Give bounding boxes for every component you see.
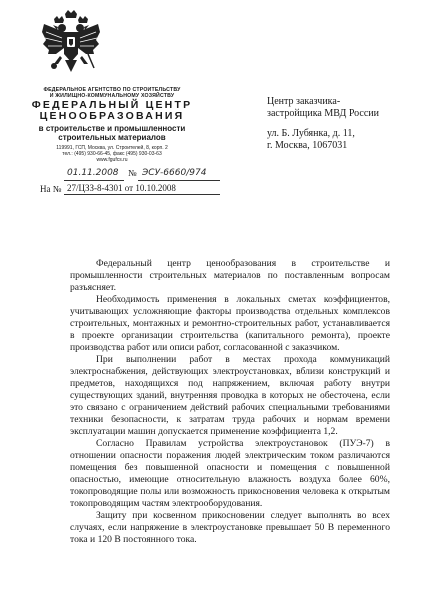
date-underline [64, 180, 124, 181]
center-name-line: ЦЕНООБРАЗОВАНИЯ [39, 110, 185, 122]
body-paragraph: Защиту при косвенном прикосновении следует выполнять во всех случаях, если напряжение в электроустановке превышает 50 В переменного тока и 120 В постоянного тока. [70, 510, 390, 545]
recipient-name [267, 96, 417, 120]
recipient-line: Центр заказчика- [267, 96, 341, 107]
center-address [12, 145, 212, 163]
reference-number: 27/ЦЗЗ-8-4301 от 10.10.2008 [67, 183, 176, 193]
reference-underline [64, 194, 220, 195]
body-paragraph: Необходимость применения в локальных сметах коэффициентов, учитывающих усложняющие факторы производства отдельных комплексов строительных, монтажных и ремонтно-строительных работ, устанавливается в проекте организации строительства (капитального ремонта), проекте производства работ или описи работ, согласованной с заказчиком. [70, 294, 390, 353]
center-name-line: ФЕДЕРАЛЬНЫЙ ЦЕНТР [31, 99, 193, 111]
coat-of-arms-icon [40, 10, 102, 74]
center-subtitle [12, 124, 212, 142]
body-paragraph: Согласно Правилам устройства электроустановок (ПУЭ-7) в отношении опасности поражения людей электрическим током различаются помещения без повышенной опасности и помещения с повышенной опасностью, имеющие относительную влажность воздуха более 60%, токопроводящие полы или возможность прикосновения человека к открытым токопроводящим частям электрооборудования. [70, 438, 390, 509]
address-line: 119991, ГСП, Москва, ул. Строителей, 8, корп. 2 [56, 145, 168, 151]
recipient-address [267, 128, 417, 152]
letter-body [70, 258, 390, 546]
address-line: тел.: (495) 930-66-45, факс (495) 930-03-63 [62, 151, 162, 157]
number-underline [138, 180, 220, 181]
website-line: www.fgufcs.ru [96, 157, 128, 163]
recipient-address-line: г. Москва, 1067031 [267, 140, 348, 151]
agency-line: ФЕДЕРАЛЬНОЕ АГЕНТСТВО ПО СТРОИТЕЛЬСТВУ [43, 87, 181, 93]
registration-number: ЭСУ-6660/974 [142, 168, 207, 178]
body-paragraph: При выполнении работ в местах прохода коммуникаций электроснабжения, действующих электроустановках, вблизи конструкций и предметов, находящихся под напряжением, включая работу внутри существующих зданий, внутренняя проводка в которых не обесточена, если это связано с ограничением действий рабочих специальными требованиями техники безопасности, к затратам труда рабочих и нормам времени эксплуатации машин допускается применение коэффициента 1,2. [70, 354, 390, 437]
body-paragraph: Федеральный центр ценообразования в строительстве и промышленности строительных материалов по поставленным вопросам разъясняет. [70, 258, 390, 293]
agency-line: И ЖИЛИЩНО-КОММУНАЛЬНОМУ ХОЗЯЙСТВУ [49, 93, 175, 99]
agency-name [12, 87, 212, 99]
number-sign: № [128, 168, 137, 178]
recipient-address-line: ул. Б. Лубянка, д. 11, [267, 128, 355, 139]
center-subtitle-line: строительных материалов [58, 133, 166, 142]
center-subtitle-line: в строительстве и промышленности [38, 124, 186, 133]
center-name [12, 100, 212, 122]
registration-date: 01.11.2008 [67, 168, 119, 178]
recipient-line: застройщика МВД России [267, 108, 380, 119]
reference-prefix: На № [40, 184, 62, 194]
